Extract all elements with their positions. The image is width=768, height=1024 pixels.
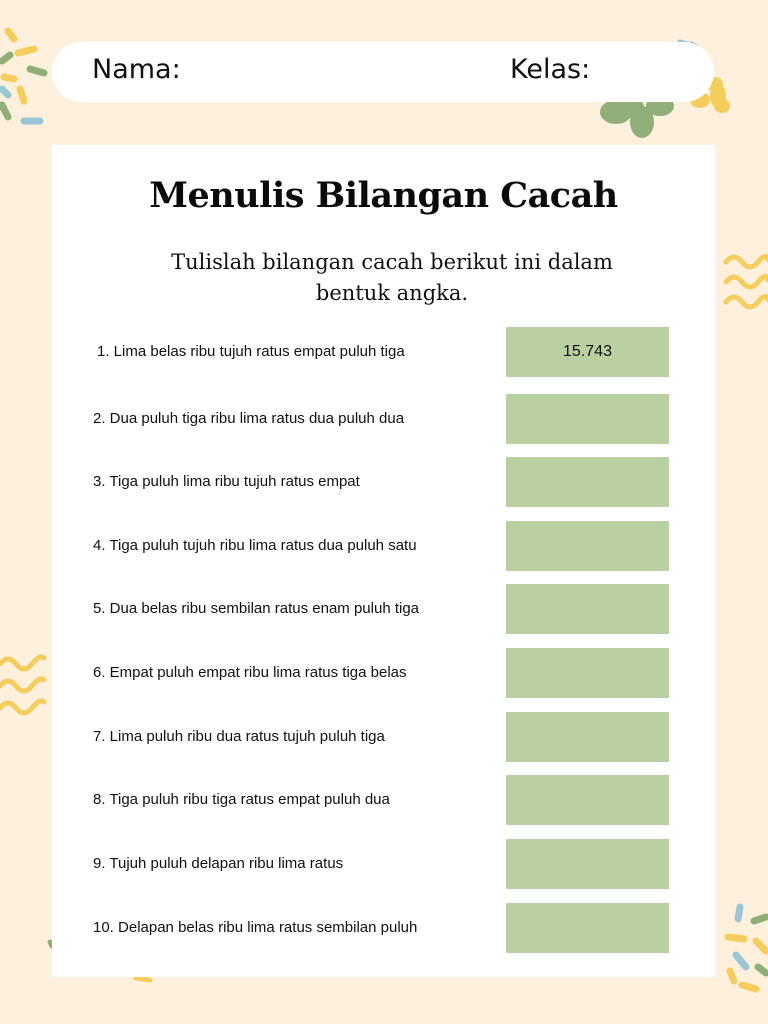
wave-decoration-left [0, 650, 48, 722]
question-text: 8. Tiga puluh ribu tiga ratus empat puluh dua [93, 791, 390, 808]
question-text: 3. Tiga puluh lima ribu tujuh ratus empat [93, 473, 360, 490]
question-text: 10. Delapan belas ribu lima ratus sembilan puluh [93, 919, 418, 936]
question-row [52, 394, 715, 444]
answer-box[interactable] [506, 839, 669, 889]
question-text: 2. Dua puluh tiga ribu lima ratus dua puluh dua [93, 410, 405, 427]
answer-box[interactable] [506, 394, 669, 444]
confetti-decoration-bottom-right [722, 895, 768, 1000]
question-row [52, 775, 715, 825]
answer-box[interactable] [506, 457, 669, 507]
instruction-line-1: Tulislah bilangan cacah berikut ini dalam [171, 250, 613, 274]
question-text: 6. Empat puluh empat ribu lima ratus tiga belas [93, 664, 407, 681]
worksheet-card [52, 145, 715, 977]
question-row [52, 839, 715, 889]
answer-box[interactable] [506, 584, 669, 634]
confetti-decoration-top-left [0, 25, 50, 130]
answer-box[interactable] [506, 521, 669, 571]
wave-decoration-right [722, 250, 768, 322]
question-row [52, 903, 715, 953]
question-text: 9. Tujuh puluh delapan ribu lima ratus [93, 855, 344, 872]
question-row [52, 584, 715, 634]
name-label: Nama: [92, 54, 181, 85]
worksheet-title: Menulis Bilangan Cacah [149, 175, 618, 216]
question-text: 1. Lima belas ribu tujuh ratus empat puluh tiga [97, 343, 405, 360]
question-text: 7. Lima puluh ribu dua ratus tujuh puluh tiga [93, 728, 385, 745]
question-text: 4. Tiga puluh tujuh ribu lima ratus dua puluh satu [93, 537, 417, 554]
worksheet-instruction [132, 247, 652, 309]
answer-box[interactable] [506, 903, 669, 953]
question-row [52, 648, 715, 698]
question-text: 5. Dua belas ribu sembilan ratus enam puluh tiga [93, 600, 420, 617]
header-bar [52, 42, 714, 102]
question-row [52, 712, 715, 762]
answer-box[interactable] [506, 712, 669, 762]
instruction-line-2: bentuk angka. [315, 281, 469, 305]
class-label: Kelas: [510, 54, 591, 85]
answer-box[interactable] [506, 648, 669, 698]
question-row [52, 457, 715, 507]
question-row [52, 327, 715, 377]
answer-box[interactable] [506, 775, 669, 825]
question-row [52, 521, 715, 571]
answer-box[interactable]: 15.743 [506, 327, 669, 377]
